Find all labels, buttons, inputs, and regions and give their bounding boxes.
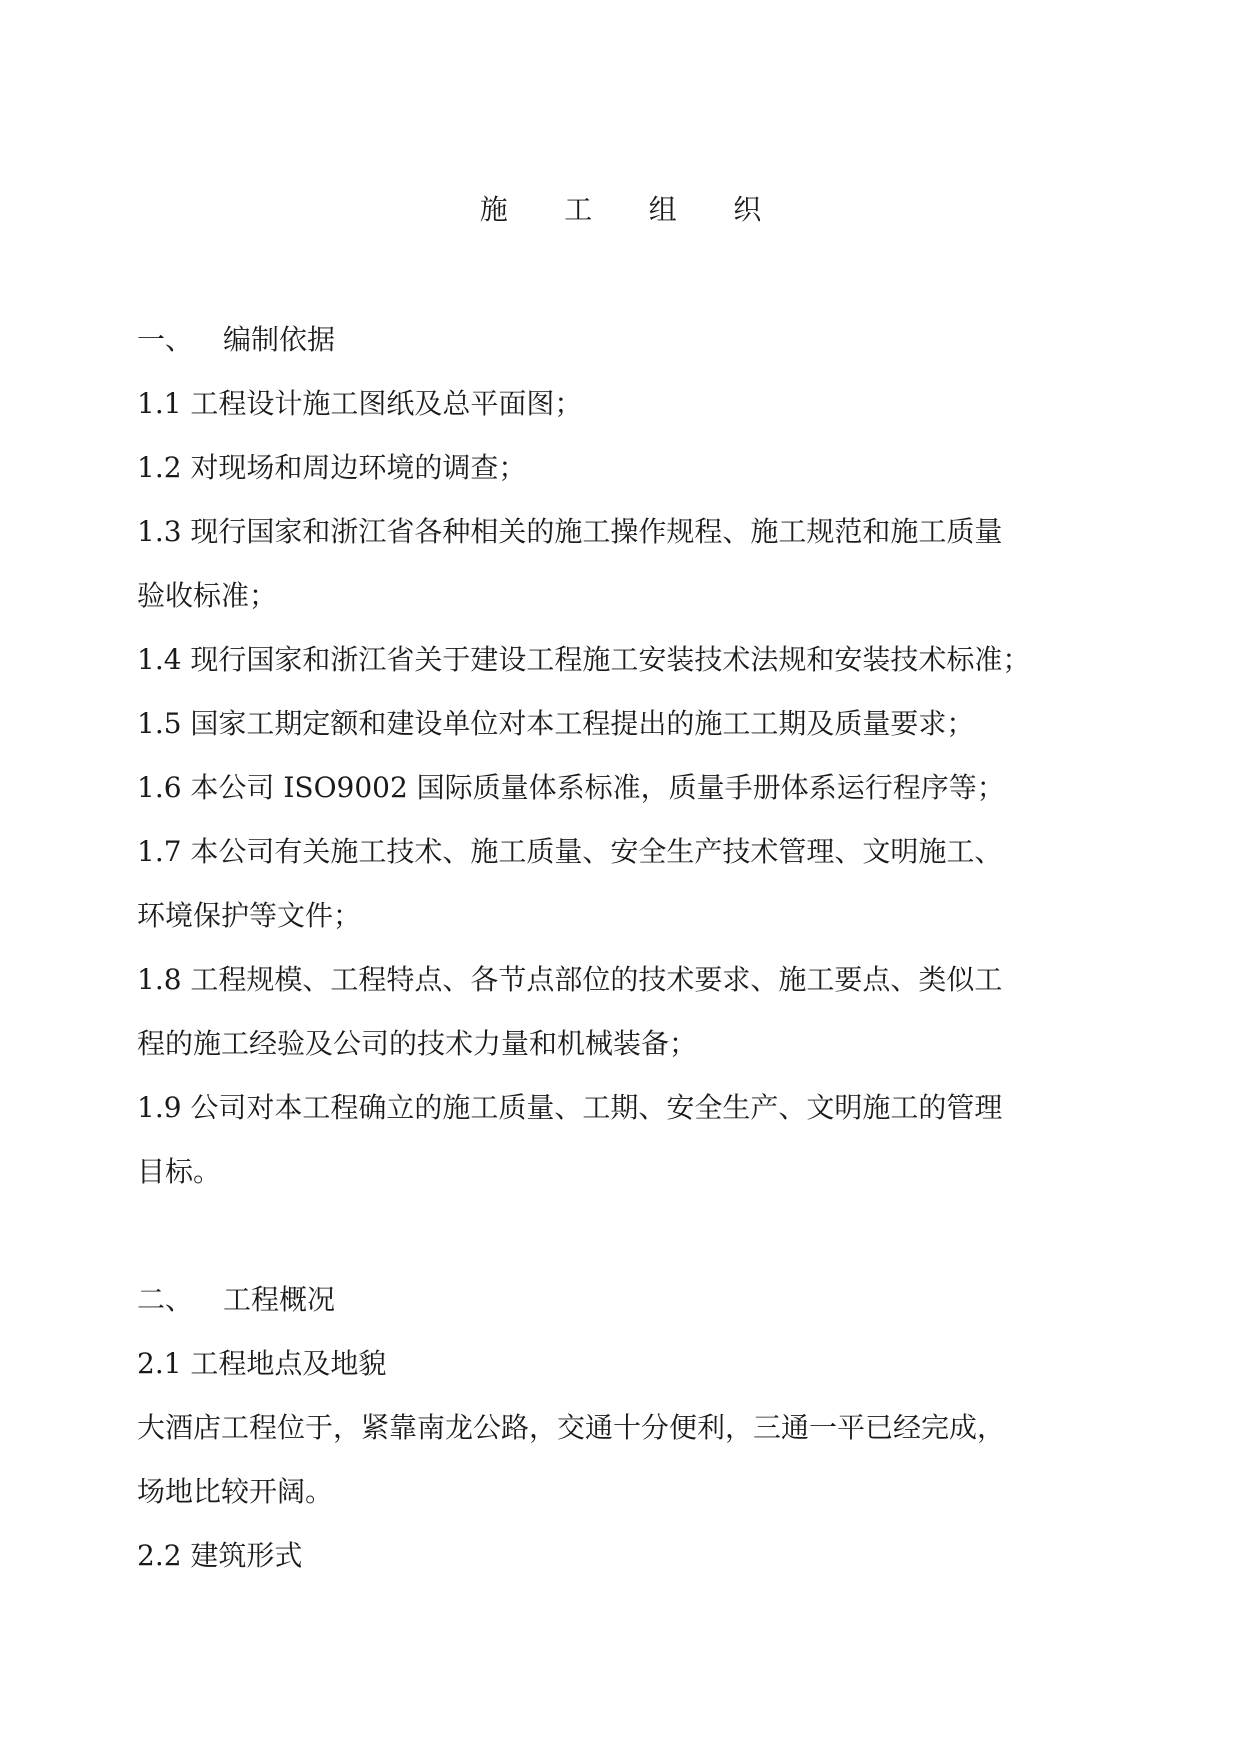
paragraph-line: 2.2 建筑形式	[137, 1539, 303, 1572]
paragraph-line: 1.4 现行国家和浙江省关于建设工程施工安装技术法规和安装技术标准；	[137, 643, 1031, 676]
document-body	[137, 318, 1112, 1598]
paragraph-line: 1.6 本公司 ISO9002 国际质量体系标准，质量手册体系运行程序等；	[137, 771, 1005, 804]
paragraph-line: 1.8 工程规模、工程特点、各节点部位的技术要求、施工要点、类似工	[137, 963, 1003, 996]
paragraph-line: 1.7 本公司有关施工技术、施工质量、安全生产技术管理、文明施工、	[137, 835, 1003, 868]
paragraph-line: 1.3 现行国家和浙江省各种相关的施工操作规程、施工规范和施工质量	[137, 515, 1003, 548]
section-title: 工程概况	[223, 1283, 336, 1316]
paragraph-line: 环境保护等文件；	[137, 899, 362, 932]
section-number: 一、	[137, 323, 194, 356]
paragraph-line: 目标。	[137, 1155, 222, 1188]
paragraph-line: 验收标准；	[137, 579, 278, 612]
section-heading-2	[137, 1278, 1112, 1342]
paragraph-line: 1.9 公司对本工程确立的施工质量、工期、安全生产、文明施工的管理	[137, 1091, 1003, 1124]
paragraph-line: 1.1 工程设计施工图纸及总平面图；	[137, 387, 583, 420]
paragraph-line: 程的施工经验及公司的技术力量和机械装备；	[137, 1027, 698, 1060]
paragraph-line: 1.5 国家工期定额和建设单位对本工程提出的施工工期及质量要求；	[137, 707, 975, 740]
section-spacer	[137, 1214, 1112, 1278]
paragraph-line: 2.1 工程地点及地貌	[137, 1347, 387, 1380]
paragraph-line: 1.2 对现场和周边环境的调查；	[137, 451, 527, 484]
document-title: 施 工 组 织	[479, 193, 786, 226]
paragraph-line: 场地比较开阔。	[137, 1475, 334, 1508]
section-number: 二、	[137, 1283, 194, 1316]
section-title: 编制依据	[223, 323, 336, 356]
section-heading-1	[137, 318, 1112, 382]
paragraph-line: 大酒店工程位于，紧靠南龙公路，交通十分便利，三通一平已经完成，	[137, 1411, 1006, 1444]
